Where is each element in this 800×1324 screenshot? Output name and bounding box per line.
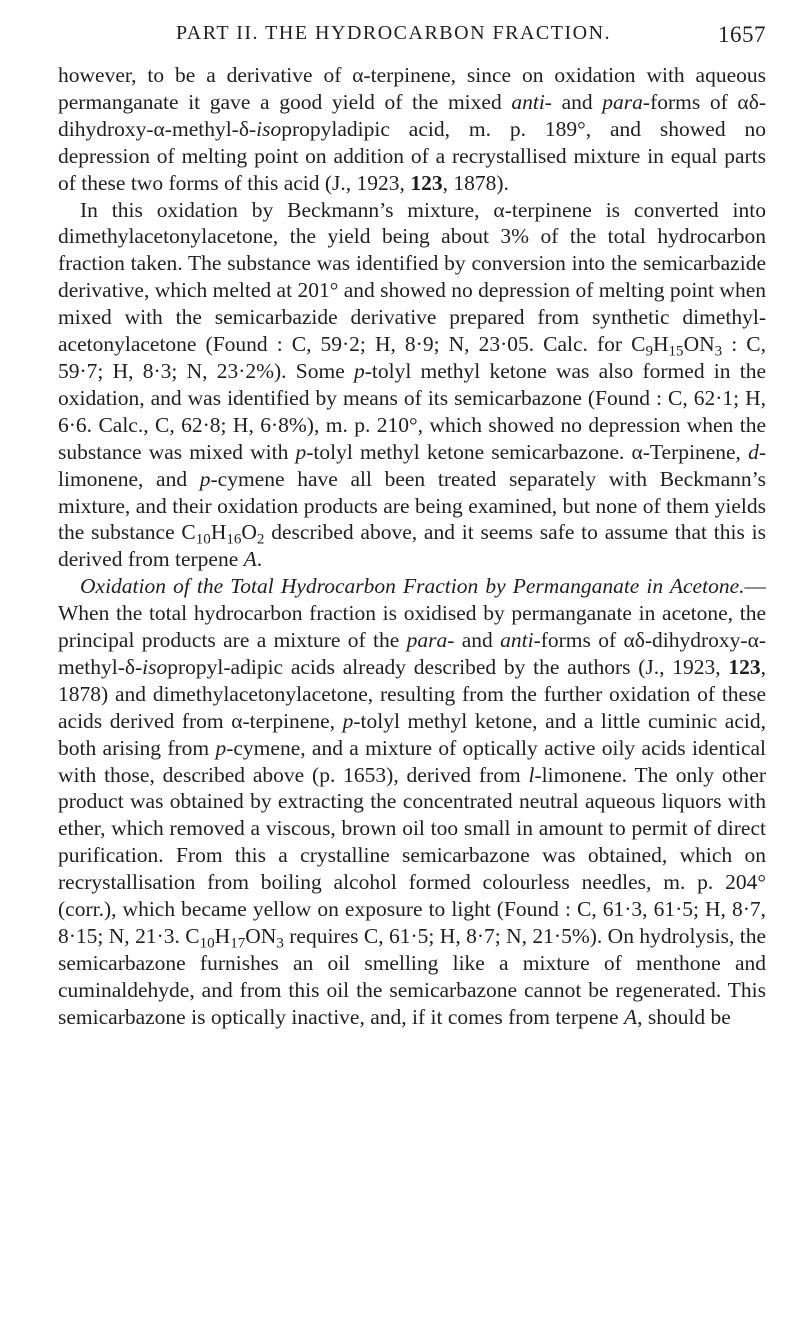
text-run: however, to be a derivative of α-terpinene, since on oxidation with aqueous permanganate it gave a good yield of the mixed <box>58 63 766 114</box>
text-run: propyladipic acid, m. p. 189°, and showed no depression of melting point on addition of a recrystallised mixture in equal parts of these two forms of this acid (J., 1923, <box>58 116 766 195</box>
italic-run: iso <box>256 116 282 141</box>
formula-subscript: 17 <box>230 935 246 952</box>
italic-run: anti <box>500 628 534 653</box>
text-run: -limonene. The only other product was obtained by extracting the concentrated neutral aqueous liquors with ether, which removed a viscous, brown oil too small in amount to permit of direct purification. From this a crystalline semicarbazone was obtained, which on recrystallisation from boiling alcohol formed colourless needles, m. p. 204° (corr.), which became yellow on exposure to light (Found : C, 61·3, 61·5; H, 8·7, 8·15; N, 21·3. C <box>58 762 766 948</box>
text-run: -tolyl methyl ketone semicarbazone. α-Terpinene, <box>306 439 749 464</box>
text-run: —When the total hydrocarbon fraction is oxidised by permanganate in acetone, the principal products are a mixture of the <box>58 574 766 653</box>
italic-run: p <box>342 708 354 733</box>
italic-run: iso <box>142 654 168 679</box>
text-run: ON <box>245 924 277 948</box>
formula-subscript: 10 <box>195 531 211 548</box>
formula-subscript: 10 <box>199 935 215 952</box>
text-run: -forms of αδ-dihydroxy-α-methyl-δ- <box>58 628 766 679</box>
running-header <box>58 22 766 52</box>
formula-subscript: 2 <box>256 531 265 548</box>
italic-run: para <box>602 89 643 114</box>
formula-subscript: 3 <box>276 935 284 952</box>
italic-run: A <box>243 547 257 572</box>
italic-run: p <box>215 735 227 760</box>
text-run: H <box>210 520 227 545</box>
italic-run: l <box>528 762 535 787</box>
text-run: O <box>241 520 257 545</box>
formula-subscript: 9 <box>645 343 653 360</box>
italic-run: p <box>295 439 307 464</box>
running-title: PART II. THE HYDROCARBON FRACTION. <box>176 22 612 44</box>
italic-run: d <box>748 439 759 464</box>
text-run: propyl-adipic acids already described by the authors (J., 1923, <box>167 654 729 679</box>
text-run: -tolyl methyl ketone, and a little cuminic acid, both arising from <box>58 708 766 760</box>
text-run: described above, and it seems safe to assume that this is derived from terpene <box>58 520 766 572</box>
text-run: H <box>653 332 669 357</box>
text-run: In this oxidation by Beckmann’s mixture, α-terpinene is converted into dimethylacetonylacetone, the yield being about 3% of the total hydrocarbon fraction taken. The substance was identified by conversion into the semicarbazide derivative, which melted at 201° and showed no depression of melting point when mixed with the semicarbazide derivative prepared from synthetic dimethyl-acetonylacetone (Found : C, 59·2; H, 8·9; N, 23·05. Calc. for C <box>58 197 766 357</box>
text-run: , 1878). <box>442 170 509 195</box>
text-run: -tolyl methyl ketone was also formed in the oxidation, and was identified by means of its semicarbazone (Found : C, 62·1; H, 6·6. Calc., C, 62·8; H, 6·8%), m. p. 210°, which showed no depression when the substance was mixed with <box>58 358 766 464</box>
text-run: . <box>256 547 263 572</box>
italic-run: para <box>406 628 448 653</box>
text-run: , 1878) and dimethylacetonylacetone, resulting from the further oxidation of these acids derived from α-terpinene, <box>58 654 766 733</box>
paragraph-2 <box>58 197 766 574</box>
page-number: 1657 <box>718 22 766 47</box>
text-run: H <box>214 924 231 948</box>
text-run: - and <box>447 628 501 653</box>
text-run: requires C, 61·5; H, 8·7; N, 21·5%). On hydrolysis, the semicarbazone furnishes an oil smelling like a mixture of menthone and cuminaldehyde, and from this oil the semicarbazone cannot be regenerated. This semicarbazone is optically inactive, and, if it comes from terpene <box>58 924 766 1029</box>
text-run: ON <box>683 332 715 357</box>
page-body <box>58 62 766 1031</box>
italic-run: p <box>199 466 211 491</box>
italic-run: anti- <box>511 89 552 114</box>
formula-subscript: 16 <box>226 531 242 548</box>
italic-run: p <box>353 358 365 383</box>
paragraph-3 <box>58 573 766 1030</box>
text-run: : C, 59·7; H, 8·3; N, 23·2%). Some <box>58 332 766 383</box>
volume-number: 123 <box>728 654 761 679</box>
formula-subscript: 15 <box>668 343 684 360</box>
paragraph-1 <box>58 62 766 197</box>
text-run: -limonene, and <box>58 439 766 491</box>
text-run: -cymene have all been treated separately with Beckmann’s mixture, and their oxidation products are being examined, but none of them yields the substance C <box>58 466 766 545</box>
italic-run: A <box>623 1004 638 1029</box>
text-run: -cymene, and a mixture of optically active oily acids identical with those, described above (p. 1653), derived from <box>58 735 766 787</box>
text-run: , should be <box>637 1004 731 1029</box>
text-run: and <box>551 89 603 114</box>
volume-number: 123 <box>410 170 443 195</box>
section-heading: Oxidation of the Total Hydrocarbon Fraction by Permanganate in Acetone. <box>80 574 745 599</box>
formula-subscript: 3 <box>714 343 723 360</box>
text-run: -forms of αδ-dihydroxy-α-methyl-δ- <box>58 89 766 141</box>
